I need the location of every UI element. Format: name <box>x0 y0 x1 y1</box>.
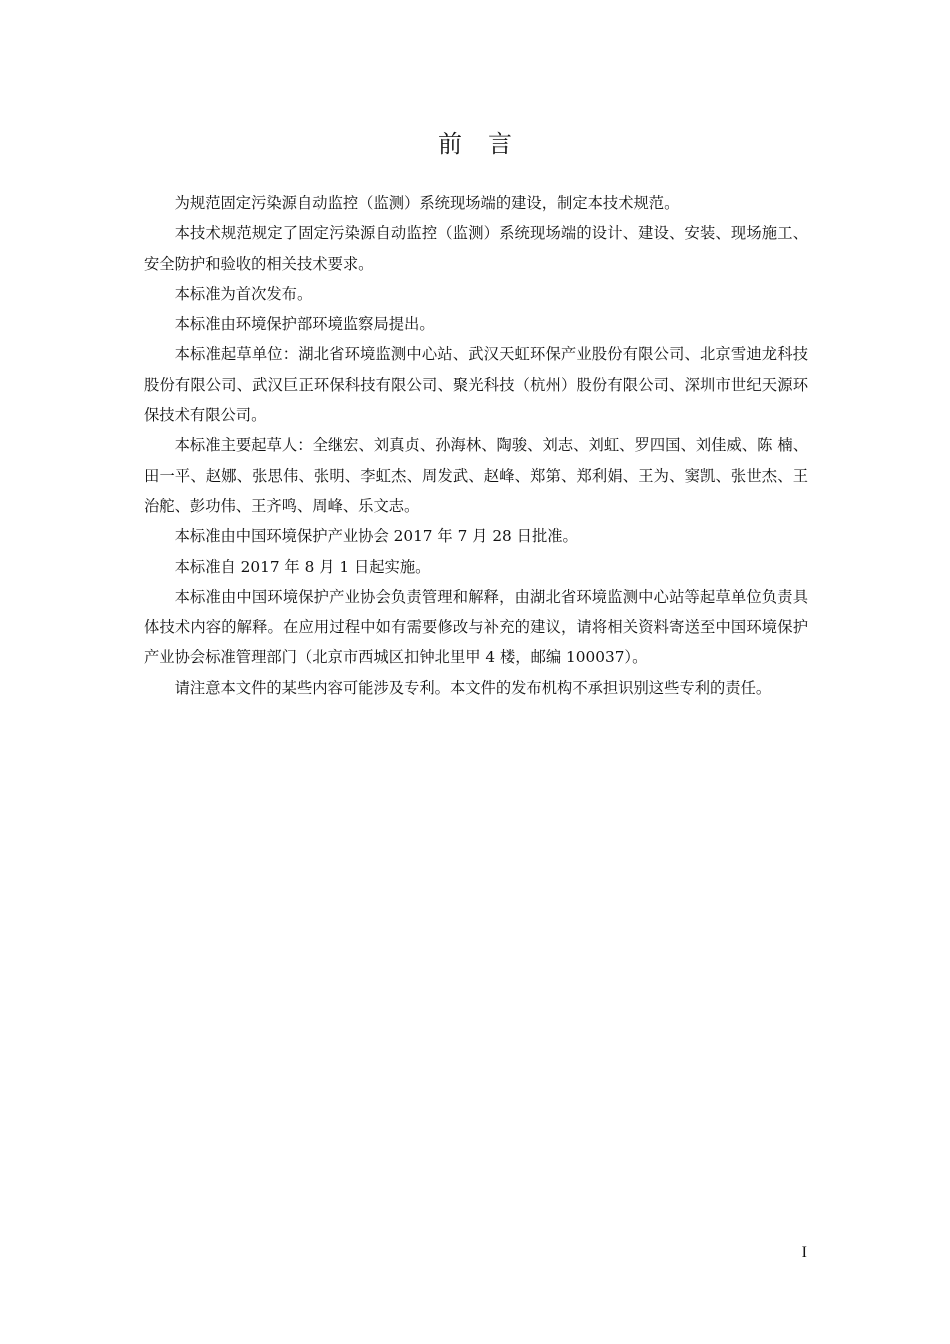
paragraph-first-release: 本标准为首次发布。 <box>174 284 313 303</box>
paragraph-drafting-units: 本标准起草单位：湖北省环境监测中心站、武汉天虹环保产业股份有限公司、北京雪迪龙科技股份有限公司、武汉巨正环保科技有限公司、聚光科技（杭州）股份有限公司、深圳市世纪天源环保技术有限公司。 <box>144 345 808 425</box>
page-title <box>0 126 950 162</box>
paragraph-proposed-by: 本标准由环境保护部环境监察局提出。 <box>174 315 435 334</box>
paragraph-drafters: 本标准主要起草人：全继宏、刘真贞、孙海林、陶骏、刘志、刘虹、罗四国、刘佳威、陈 楠、田一平、赵娜、张思伟、张明、李虹杰、周发武、赵峰、郑第、郑利娟、王为、窦凯、张世杰、王治舵、彭功伟、王齐鸣、周峰、乐文志。 <box>144 436 808 515</box>
title-part-2: 言 <box>488 130 512 158</box>
paragraph-patent-notice: 请注意本文件的某些内容可能涉及专利。本文件的发布机构不承担识别这些专利的责任。 <box>174 678 772 697</box>
paragraph-scope: 本技术规范规定了固定污染源自动监控（监测）系统现场端的设计、建设、安装、现场施工、安全防护和验收的相关技术要求。 <box>144 224 808 273</box>
title-part-1: 前 <box>438 130 462 158</box>
paragraph-management: 本标准由中国环境保护产业协会负责管理和解释，由湖北省环境监测中心站等起草单位负责具体技术内容的解释。在应用过程中如有需要修改与补充的建议，请将相关资料寄送至中国环境保护产业协会标准管理部门（北京市西城区扣钟北里甲 4 楼，邮编 100037）。 <box>144 587 808 667</box>
paragraph-purpose: 为规范固定污染源自动监控（监测）系统现场端的建设，制定本技术规范。 <box>174 194 680 212</box>
paragraph-approval-date: 本标准由中国环境保护产业协会 2017 年 7 月 28 日批准。 <box>174 527 578 546</box>
paragraph-effective-date: 本标准自 2017 年 8 月 1 日起实施。 <box>174 557 431 576</box>
preface-body <box>144 188 808 703</box>
page-number: I <box>801 1244 807 1261</box>
